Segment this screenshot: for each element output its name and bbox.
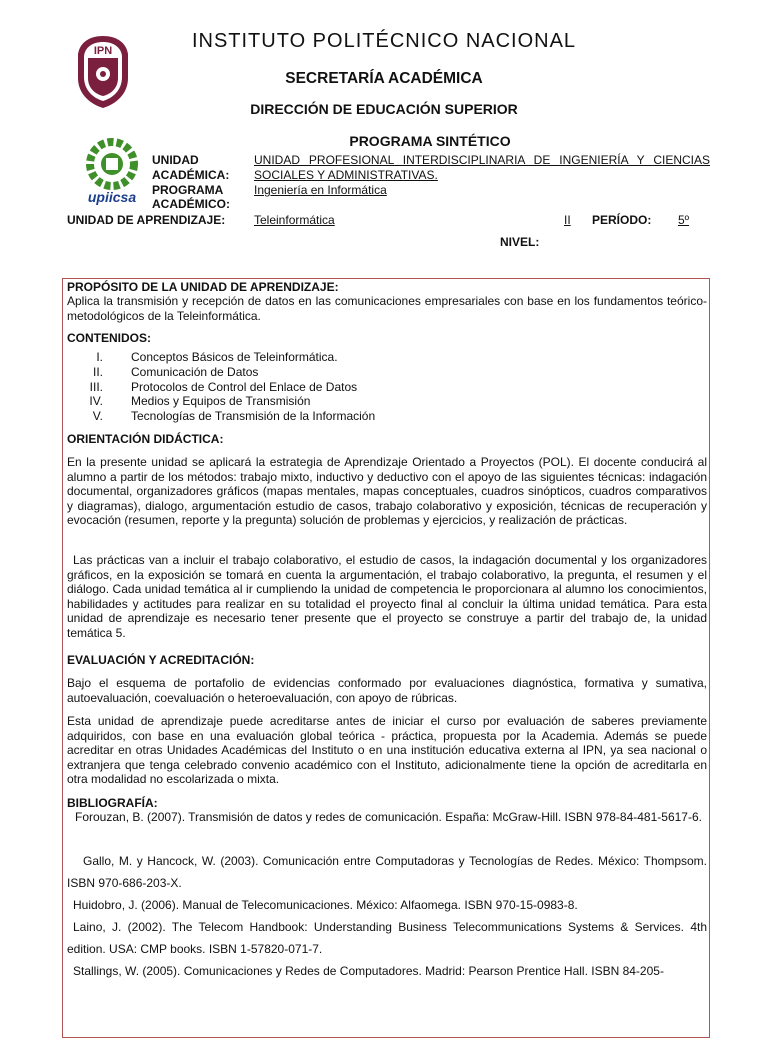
svg-text:upiicsa: upiicsa — [87, 189, 137, 205]
proposito-text: Aplica la transmisión y recepción de datos en las comunicaciones empresariales con base en los fundamentos teórico-metodológicos de la Teleinformática. — [67, 294, 707, 323]
bib-entry-3: Huidobro, J. (2006). Manual de Telecomunicaciones. México: Alfaomega. ISBN 970-15-0983-8. — [73, 898, 578, 912]
nivel-value: II — [564, 213, 571, 227]
direccion-title: DIRECCIÓN DE EDUCACIÓN SUPERIOR — [250, 101, 518, 117]
list-item-num: IV. — [89, 394, 103, 409]
upiicsa-logo — [80, 136, 144, 206]
list-item-num: II. — [92, 364, 103, 379]
bib-entry-5: Stallings, W. (2005). Comunicaciones y Redes de Computadores. Madrid: Pearson Prentice Hall. ISBN 84-205- — [73, 964, 664, 978]
list-item-text: Medios y Equipos de Transmisión — [131, 394, 311, 409]
bib-entry-4: Laino, J. (2002). The Telecom Handbook: Understanding Business Telecommunications Systems & Services. 4th edition. USA: CMP books. ISBN 1-57820-071-7. — [67, 920, 707, 956]
programa-value: Ingeniería en Informática — [254, 183, 387, 197]
unidad-academica-label-2: ACADÉMICA: — [152, 168, 230, 182]
list-item — [67, 365, 667, 380]
list-item — [67, 350, 667, 365]
bib-entry-1: Forouzan, B. (2007). Transmisión de datos y redes de comunicación. España: McGraw-Hill. ISBN 978-84-481-5617-6. — [75, 810, 702, 824]
svg-text:IPN: IPN — [93, 45, 113, 57]
unidad-academica-label-1: UNIDAD — [152, 153, 199, 167]
contenidos-heading: CONTENIDOS: — [67, 331, 151, 345]
periodo-value: 5º — [678, 213, 690, 227]
unidad-academica-value-1: UNIDAD PROFESIONAL INTERDISCIPLINARIA DE INGENIERÍA Y CIENCIAS — [254, 153, 710, 167]
institution-title: INSTITUTO POLITÉCNICO NACIONAL — [191, 30, 577, 52]
evaluacion-paragraph-1: Bajo el esquema de portafolio de evidencias conformado por evaluaciones diagnóstica, formativa y sumativa, autoevaluación, coevaluación o heteroevaluación, con apoyo de rúbricas. — [67, 676, 707, 705]
programa-label-1: PROGRAMA — [152, 183, 224, 197]
list-item-num: V. — [92, 409, 103, 424]
bibliografia-heading: BIBLIOGRAFÍA: — [67, 796, 158, 810]
list-item-text: Protocolos de Control del Enlace de Datos — [131, 379, 358, 394]
list-item — [67, 409, 667, 424]
contenidos-list — [67, 350, 667, 424]
unidad-academica-value-2: SOCIALES Y ADMINISTRATIVAS. — [254, 168, 438, 182]
programa-sintetico-title: PROGRAMA SINTÉTICO — [349, 133, 511, 149]
proposito-heading: PROPÓSITO DE LA UNIDAD DE APRENDIZAJE: — [67, 280, 339, 294]
evaluacion-paragraph-2: Esta unidad de aprendizaje puede acreditarse antes de iniciar el curso por evaluación de saberes previamente adquiridos, con base en una evaluación global teórica - práctica, propuesta por la Academia. Además se puede acreditar en otras Unidades Académicas del Instituto o en una institución educativa externa al IPN, ya sea nacional o extranjera que tenga celebrado convenio académico con el Instituto, adicionalmente tiene la opción de acreditarla en otra modalidad no escolarizada o mixta. — [67, 714, 707, 786]
orientacion-paragraph-2: Las prácticas van a incluir el trabajo colaborativo, el estudio de casos, la indagación documental y los organizadores gráficos, en la exposición se tomará en cuenta la argumentación, el trabajo colaborativo, la pregunta, el resumen y el diálogo. Cada unidad temática al ir cumpliendo la unidad de competencia le proporcionara al alumno los conocimientos, habilidades y actitudes para realizar en su totalidad el proyecto final al concluir la última unidad temática. Para esta unidad de aprendizaje es necesario tener presente que el proyecto se construye a partir del trabajo de, la unidad temática 5. — [67, 553, 707, 640]
list-item-num: III. — [89, 379, 103, 394]
periodo-label: PERÍODO: — [592, 213, 652, 227]
programa-label-2: ACADÉMICO: — [152, 197, 230, 211]
secretaria-title: SECRETARÍA ACADÉMICA — [285, 70, 483, 87]
evaluacion-heading: EVALUACIÓN Y ACREDITACIÓN: — [67, 653, 255, 667]
list-item — [67, 380, 667, 395]
list-item-text: Comunicación de Datos — [131, 364, 259, 379]
list-item-text: Conceptos Básicos de Teleinformática. — [131, 350, 338, 364]
unidad-aprendizaje-value: Teleinformática — [254, 213, 335, 227]
unidad-aprendizaje-label: UNIDAD DE APRENDIZAJE: — [67, 213, 226, 227]
bib-entry-2: Gallo, M. y Hancock, W. (2003). Comunicación entre Computadoras y Tecnologías de Redes. México: Thompsom. ISBN 970-686-203-X. — [67, 854, 707, 890]
list-item-num: I. — [96, 350, 103, 364]
list-item — [67, 394, 667, 409]
orientacion-paragraph-1: En la presente unidad se aplicará la estrategia de Aprendizaje Orientado a Proyectos (POL). El docente conducirá al alumno a partir de los métodos: trabajo mixto, inductivo y deductivo con el apoyo de las siguientes técnicas: indagación documental, organizadores gráficos (mapas mentales, mapas conceptuales, cuadros sinópticos, cuadros comparativos y diagramas), dialogo, argumentación estudio de casos, trabajo colaborativo y exposición, técnicas de recuperación y evocación (resumen, reporte y la pregunta) solución de problemas y ejercicios, y realización de prácticas. — [67, 455, 707, 527]
list-item-text: Tecnologías de Transmisión de la Información — [131, 409, 376, 424]
nivel-label: NIVEL: — [500, 235, 540, 249]
orientacion-heading: ORIENTACIÓN DIDÁCTICA: — [67, 432, 224, 446]
